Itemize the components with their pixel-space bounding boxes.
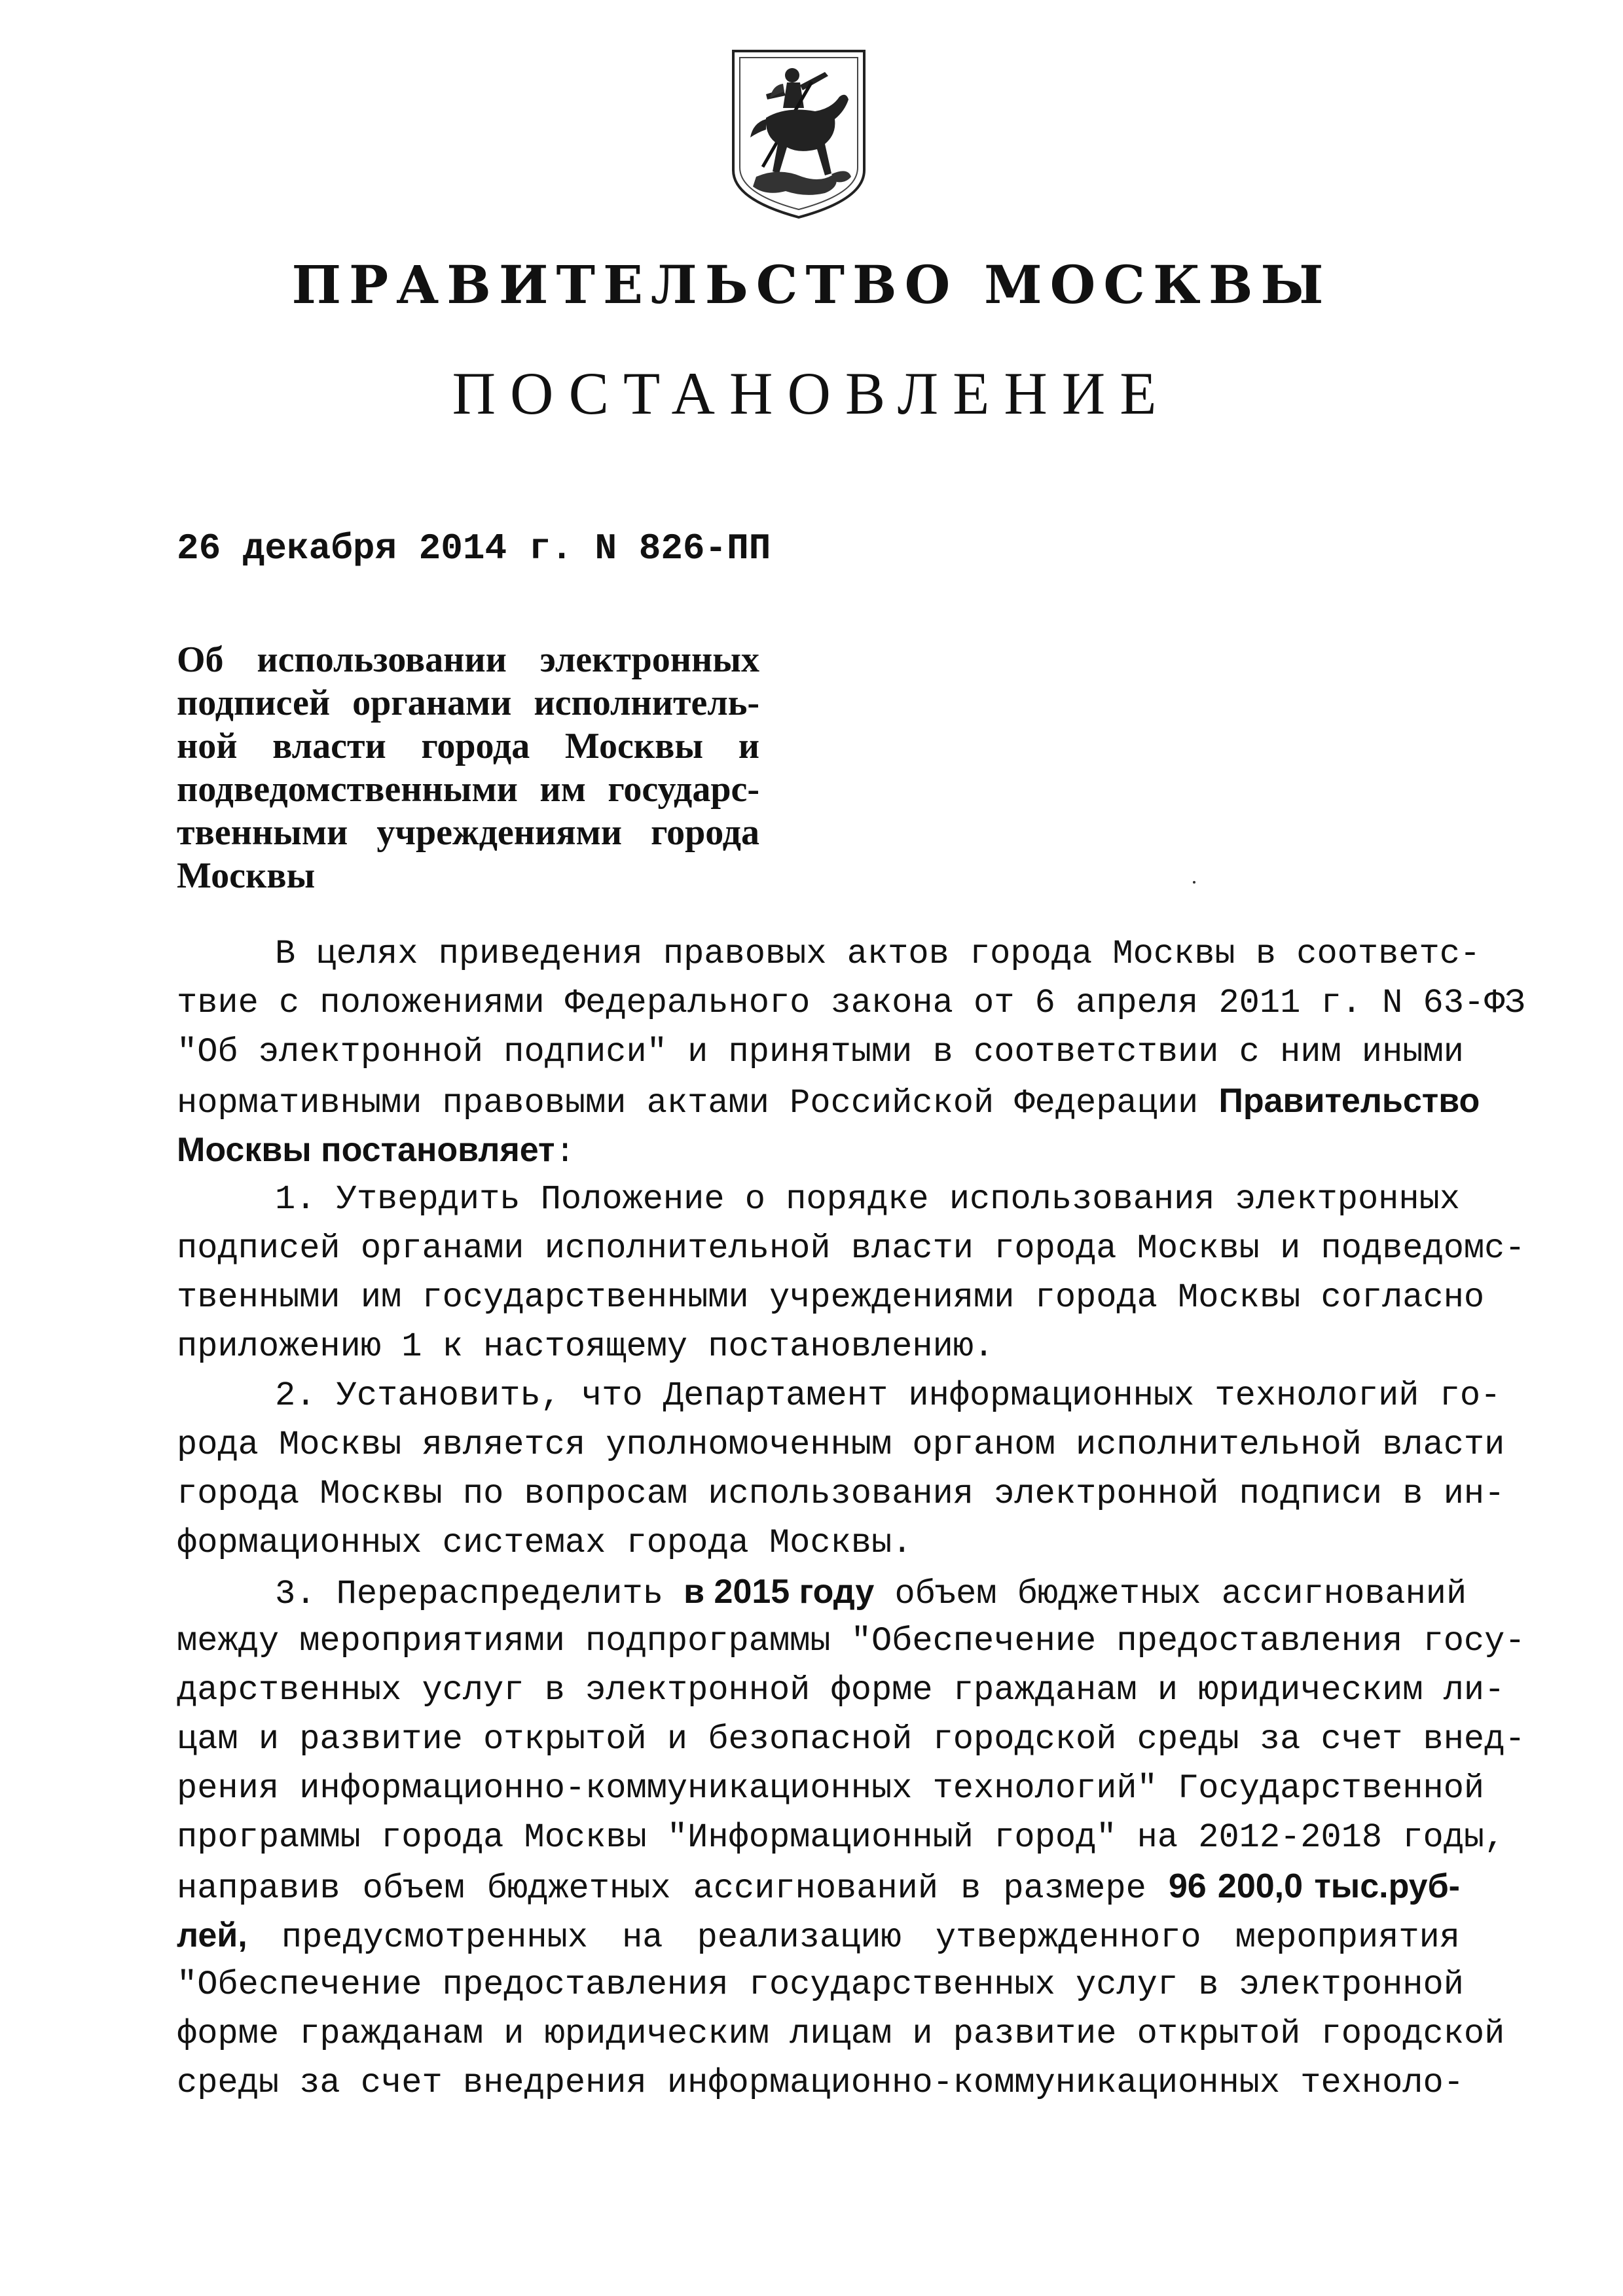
document-body [177,929,1525,2108]
body-line [177,1126,1460,1175]
body-line: рода Москвы является уполномоченным органом исполнительной власти [177,1426,1505,1464]
moscow-coat-of-arms-icon [727,46,871,223]
body-text: нормативными правовыми актами Российской Федерации [177,1084,1219,1122]
body-text: объем бюджетных ассигнований [874,1575,1467,1613]
body-bold-text: в 2015 году [684,1573,875,1611]
subject-line: твенными учреждениями города [177,812,759,853]
body-line: форме гражданам и юридическим лицам и развитие открытой городской [177,2015,1505,2053]
body-line: формационных системах города Москвы. [177,1524,913,1562]
body-line: твие с положениями Федерального закона от 6 апреля 2011 г. N 63-ФЗ [177,984,1525,1022]
body-line: приложению 1 к настоящему постановлению. [177,1327,994,1366]
body-line: рения информационно-коммуникационных технологий" Государственной [177,1769,1485,1808]
subject-line: подведомственными им государс- [177,769,759,810]
body-line: подписей органами исполнительной власти города Москвы и подведомс- [177,1229,1525,1268]
subject-line: ной власти города Москвы и [177,726,759,766]
body-bold-text: лей, [177,1916,247,1954]
subject-line: Москвы [177,855,316,896]
date-and-number: 26 декабря 2014 г. N 826-ПП [177,528,771,569]
body-bold-text: 96 200,0 тыс.руб- [1168,1867,1461,1905]
body-line [177,1911,1460,1960]
organization-title: ПРАВИТЕЛЬСТВО МОСКВЫ [291,254,1332,315]
subject-line: подписей органами исполнитель- [177,683,759,723]
body-line: между мероприятиями подпрограммы "Обеспечение предоставления госу- [177,1622,1525,1660]
body-line: твенными им государственными учреждениями города Москвы согласно [177,1278,1485,1317]
body-line: "Обеспечение предоставления государственных услуг в электронной [177,1965,1464,2004]
body-bold-text: Правительство [1218,1082,1480,1120]
body-line [177,1568,1467,1617]
body-line [177,1077,1480,1126]
body-line: города Москвы по вопросам использования электронной подписи в ин- [177,1475,1505,1513]
body-line: "Об электронной подписи" и принятыми в соответствии с ним иными [177,1033,1464,1071]
body-line: программы города Москвы "Информационный город" на 2012-2018 годы, [177,1818,1505,1857]
body-text: направив объем бюджетных ассигнований в размере [177,1869,1169,1908]
body-bold-text: Москвы постановляет [177,1131,555,1169]
body-line: цам и развитие открытой и безопасной городской среды за счет внед- [177,1720,1525,1759]
body-text: 3. Перераспределить [275,1575,684,1613]
body-line: 2. Установить, что Департамент информационных технологий го- [275,1376,1501,1415]
body-text: : [555,1133,575,1172]
document-subject [177,638,759,897]
body-text: предусмотренных на реализацию утвержденного мероприятия [247,1918,1460,1957]
document-type-title: ПОСТАНОВЛЕНИЕ [452,360,1171,427]
body-line [177,1862,1460,1911]
body-line: В целях приведения правовых актов города Москвы в соответс- [275,935,1481,973]
subject-line: Об использовании электронных [177,639,759,680]
body-line: дарственных услуг в электронной форме гражданам и юридическим ли- [177,1671,1505,1710]
body-line: среды за счет внедрения информационно-коммуникационных техноло- [177,2064,1464,2102]
body-line: 1. Утвердить Положение о порядке использования электронных [275,1180,1460,1219]
scan-speck [1193,881,1195,884]
